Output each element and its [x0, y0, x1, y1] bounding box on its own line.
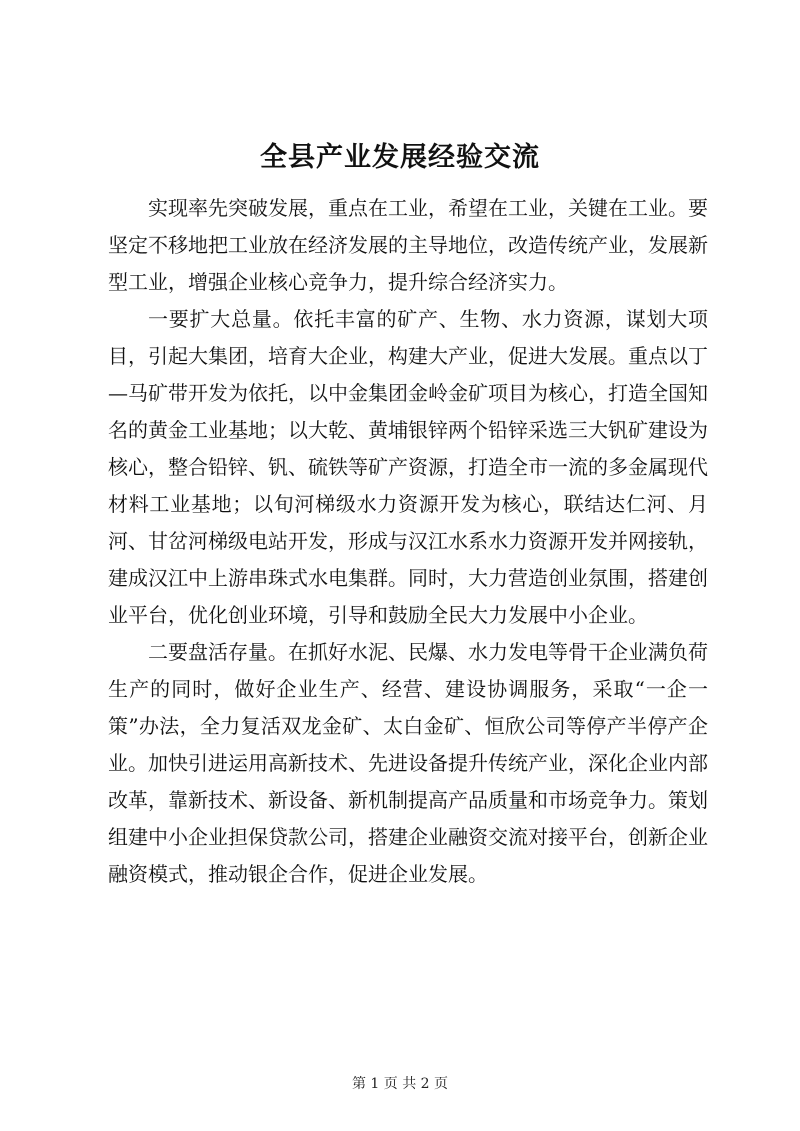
page-footer: 第 1 页 共 2 页: [351, 1076, 449, 1092]
document-title: 全县产业发展经验交流: [260, 142, 540, 173]
paragraph-expand-total: 一要扩大总量。依托丰富的矿产、生物、水力资源，谋划大项目，引起大集团，培育大企业，构建大产业，促进大发展。重点以丁—马矿带开发为依托，以中金集团金岭金矿项目为核心，打造全国知名的黄金工业基地；以大乾、黄埔银锌两个铅锌采选三大钒矿建设为核心，整合铅锌、钒、硫铁等矿产资源，打造全市一流的多金属现代材料工业基地；以旬河梯级水力资源开发为核心，联结达仁河、月河、甘岔河梯级电站开发，形成与汉江水系水力资源开发并网接轨，建成汉江中上游串珠式水电集群。同时，大力营造创业氛围，搭建创业平台，优化创业环境，引导和鼓励全民大力发展中小企业。: [108, 307, 708, 627]
document-body: [108, 190, 708, 893]
paragraph-revitalize-stock: 二要盘活存量。在抓好水泥、民爆、水力发电等骨干企业满负荷生产的同时，做好企业生产、经营、建设协调服务，采取“一企一策”办法，全力复活双龙金矿、太白金矿、恒欣公司等停产半停产企业。加快引进运用高新技术、先进设备提升传统产业，深化企业内部改革，靠新技术、新设备、新机制提高产品质量和市场竞争力。策划组建中小企业担保贷款公司，搭建企业融资交流对接平台，创新企业融资模式，推动银企合作，促进企业发展。: [108, 640, 708, 886]
paragraph-intro: 实现率先突破发展，重点在工业，希望在工业，关键在工业。要坚定不移地把工业放在经济发展的主导地位，改造传统产业，发展新型工业，增强企业核心竞争力，提升综合经济实力。: [108, 196, 708, 294]
